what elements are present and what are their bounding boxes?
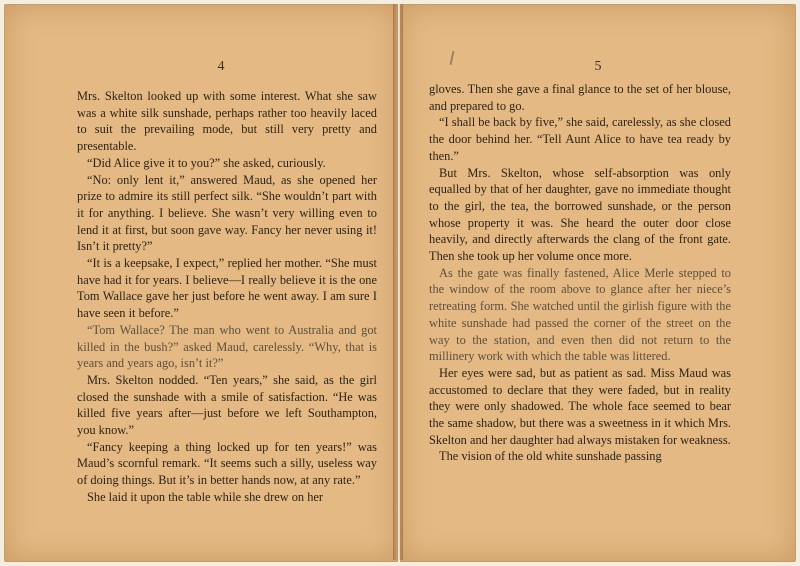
paragraph: “Did Alice give it to you?” she asked, curiously. — [87, 155, 326, 170]
paragraph: Her eyes were sad, but as patient as sad. Miss Maud was accustomed to declare that they were faded, but in reality they were only shadowed. The whole face seemed to bear the same shadow, but there was a sweetness in it which Mrs. Skelton and her daughter had always mistaken for weakness. — [429, 365, 731, 447]
paragraph: Mrs. Skelton looked up with some interest. What she saw was a white silk sunshade, perhaps rather too heavily laced to suit the prevailing mode, but still very pretty and presentable. — [77, 89, 377, 154]
right-page-text — [429, 81, 731, 465]
paragraph: Mrs. Skelton nodded. “Ten years,” she said, as the girl closed the sunshade with a smile of satisfaction. “He was killed five years after—just before we left Southampton, you know.” — [77, 372, 377, 438]
paragraph: She laid it upon the table while she drew on her — [87, 489, 324, 504]
left-page — [4, 4, 398, 562]
right-page — [400, 4, 796, 562]
left-page-text — [77, 88, 377, 506]
page-number-right: 5 — [594, 59, 602, 74]
paragraph: But Mrs. Skelton, whose self-absorption was only equalled by that of her daughter, gave no immediate thought to the girl, the tea, the borrowed sunshade, or the person whose property it was. She heard the outer door close heavily, and directly afterwards the clang of the front gate. Then she took up her volume once more. — [429, 165, 731, 264]
paragraph: “I shall be back by five,” she said, carelessly, as she closed the door behind her. “Tell Aunt Alice to have tea ready by then.” — [429, 115, 731, 163]
paragraph: “It is a keepsake, I expect,” replied her mother. “She must have had it for years. I believe—I really believe it is the one Tom Wallace gave her just before he went away. I am sure I have seen it before.” — [77, 256, 377, 321]
paragraph: As the gate was finally fastened, Alice Merle stepped to the window of the room above to glance after her niece’s retreating form. She watched until the girlish figure with the white sunshade had passed the corner of the street on the way to the station, and even then did not return to the millinery work with which the table was littered. — [429, 265, 731, 364]
paragraph: gloves. Then she gave a final glance to the set of her blouse, and prepared to go. — [429, 82, 731, 113]
paragraph: The vision of the old white sunshade passing — [439, 449, 662, 464]
paragraph: “Fancy keeping a thing locked up for ten years!” was Maud’s scornful remark. “It seems such a silly, useless way of doing things. But it’s in better hands now, at any rate.” — [77, 439, 377, 488]
paragraph: “No: only lent it,” answered Maud, as she opened her prize to admire its still perfect silk. “She wouldn’t part with it for anything. I believe. She wasn’t very willing even to lend it at first, but soon gave way. Fancy her never using it! Isn’t it pretty?” — [77, 172, 377, 254]
book-gutter — [393, 4, 403, 560]
paragraph: “Tom Wallace? The man who went to Australia and got killed in the bush?” asked Maud, carelessly. “Why, that is years and years ago, isn’t it?” — [77, 322, 377, 371]
page-number-left: 4 — [217, 59, 225, 74]
